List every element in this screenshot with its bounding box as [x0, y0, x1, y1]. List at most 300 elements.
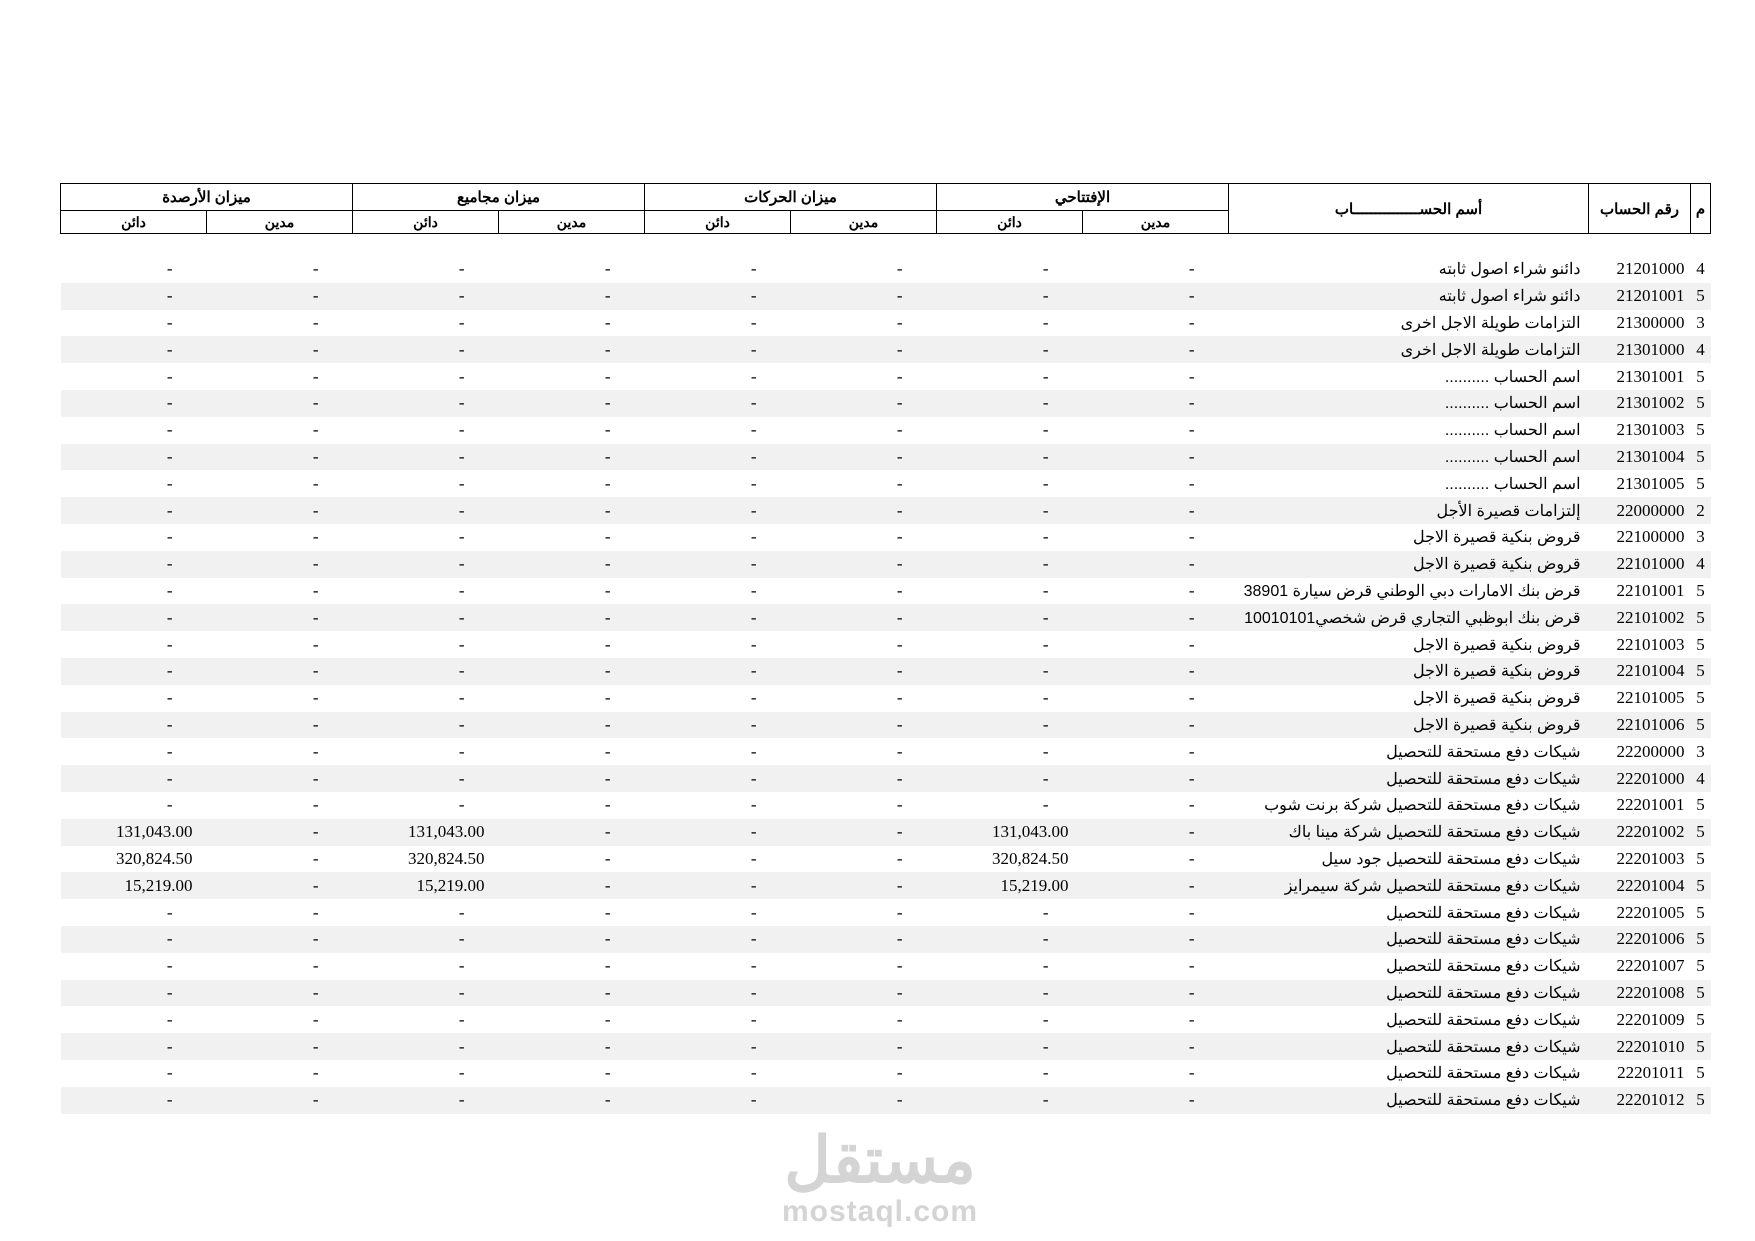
opening-credit-cell: -: [937, 658, 1083, 685]
account-name-cell: شيكات دفع مستحقة للتحصيل شركة مينا باك: [1229, 819, 1589, 846]
table-row: [61, 1087, 1711, 1114]
movements-debit-cell: -: [896, 366, 903, 386]
account-name-cell: شيكات دفع مستحقة للتحصيل شركة سيمرايز: [1229, 872, 1589, 899]
opening-debit-cell: -: [1188, 366, 1195, 386]
account-number-cell: 21201000: [1616, 259, 1685, 279]
account-number-cell: 21301005: [1616, 473, 1685, 493]
movements-debit-cell: -: [791, 765, 937, 792]
opening-credit-cell: -: [937, 1087, 1083, 1114]
opening-credit-cell: -: [937, 390, 1083, 417]
table-row: [61, 899, 1711, 926]
totals-credit-cell: -: [458, 634, 465, 654]
balance-debit-cell: -: [312, 741, 319, 761]
movements-debit-cell: -: [791, 980, 937, 1007]
account-name-cell: شيكات دفع مستحقة للتحصيل: [1386, 1065, 1581, 1083]
totals-credit-cell: -: [353, 765, 499, 792]
totals-credit-cell: -: [353, 497, 499, 524]
header-balances: ميزان الأرصدة: [61, 184, 353, 211]
account-name-cell: شيكات دفع مستحقة للتحصيل شركة برنت شوب: [1264, 797, 1581, 815]
header-credit: دائن: [353, 211, 499, 234]
level-cell: 5: [1691, 658, 1711, 685]
movements-debit-cell: -: [791, 1033, 937, 1060]
opening-credit-cell: -: [1042, 1063, 1049, 1083]
movements-debit-cell: -: [791, 926, 937, 953]
movements-debit-cell: -: [896, 473, 903, 493]
movements-credit-cell: -: [645, 1087, 791, 1114]
table-row: [61, 524, 1711, 551]
balance-debit-cell: -: [207, 497, 353, 524]
table-row: [61, 819, 1711, 846]
totals-credit-cell: -: [458, 420, 465, 440]
table-row: [61, 578, 1711, 605]
opening-debit-cell: -: [1083, 1033, 1229, 1060]
table-row: [61, 765, 1711, 792]
header-debit: مدين: [791, 211, 937, 234]
header-debit: مدين: [207, 211, 353, 234]
account-name-cell: شيكات دفع مستحقة للتحصيل: [1229, 926, 1589, 953]
totals-debit-cell: -: [604, 795, 611, 815]
totals-credit-cell: -: [458, 1063, 465, 1083]
balance-debit-cell: -: [312, 795, 319, 815]
level-cell: 5: [1691, 444, 1711, 471]
opening-debit-cell: -: [1188, 259, 1195, 279]
opening-credit-cell: -: [937, 765, 1083, 792]
table-row: [61, 953, 1711, 980]
table-row: [61, 283, 1711, 310]
watermark-arabic: مستقل: [784, 1124, 976, 1196]
opening-debit-cell: -: [1083, 604, 1229, 631]
level-cell: 5: [1696, 795, 1705, 815]
totals-credit-cell: -: [458, 688, 465, 708]
opening-credit-cell: -: [1042, 420, 1049, 440]
opening-credit-cell: -: [1042, 366, 1049, 386]
movements-credit-cell: -: [750, 848, 757, 868]
movements-debit-cell: -: [896, 741, 903, 761]
header-opening: الإفتتاحي: [937, 184, 1229, 211]
table-row: [61, 1033, 1711, 1060]
account-number-cell: 22201000: [1589, 765, 1691, 792]
movements-debit-cell: -: [791, 604, 937, 631]
balance-debit-cell: -: [207, 1087, 353, 1114]
totals-credit-cell: -: [353, 1033, 499, 1060]
balance-credit-cell: -: [61, 390, 207, 417]
balance-credit-cell: -: [166, 580, 173, 600]
level-cell: 5: [1691, 283, 1711, 310]
balance-debit-cell: -: [207, 819, 353, 846]
totals-debit-cell: -: [604, 366, 611, 386]
level-cell: 5: [1696, 1063, 1705, 1083]
balance-credit-cell: -: [61, 551, 207, 578]
opening-credit-cell: -: [1042, 956, 1049, 976]
balance-credit-cell: -: [166, 902, 173, 922]
balance-credit-cell: -: [166, 634, 173, 654]
account-number-cell: 22201012: [1589, 1087, 1691, 1114]
totals-credit-cell: -: [458, 795, 465, 815]
totals-debit-cell: -: [604, 741, 611, 761]
movements-debit-cell: -: [791, 819, 937, 846]
movements-credit-cell: -: [645, 980, 791, 1007]
movements-credit-cell: -: [645, 658, 791, 685]
movements-debit-cell: -: [791, 551, 937, 578]
header-movements: ميزان الحركات: [645, 184, 937, 211]
totals-debit-cell: -: [499, 390, 645, 417]
movements-credit-cell: -: [645, 283, 791, 310]
table-row: [61, 604, 1711, 631]
table-row: [61, 363, 1711, 390]
opening-credit-cell: -: [937, 283, 1083, 310]
account-name-cell: اسم الحساب ..........: [1229, 444, 1589, 471]
totals-debit-cell: -: [499, 658, 645, 685]
opening-debit-cell: -: [1188, 688, 1195, 708]
account-name-cell: شيكات دفع مستحقة للتحصيل: [1229, 980, 1589, 1007]
movements-debit-cell: -: [791, 1087, 937, 1114]
opening-credit-cell: -: [937, 444, 1083, 471]
level-cell: 5: [1696, 902, 1705, 922]
movements-debit-cell: -: [896, 688, 903, 708]
totals-credit-cell: -: [353, 658, 499, 685]
level-cell: 4: [1691, 336, 1711, 363]
table-row: [61, 712, 1711, 739]
totals-credit-cell: -: [353, 604, 499, 631]
opening-debit-cell: -: [1188, 902, 1195, 922]
table-row: [61, 631, 1711, 658]
level-cell: 5: [1696, 848, 1705, 868]
opening-debit-cell: -: [1083, 926, 1229, 953]
table-row: [61, 1060, 1711, 1087]
totals-debit-cell: -: [499, 551, 645, 578]
movements-debit-cell: -: [791, 497, 937, 524]
table-row: [61, 738, 1711, 765]
opening-debit-cell: -: [1083, 444, 1229, 471]
account-name-cell: قروض بنكية قصيرة الاجل: [1412, 636, 1581, 654]
level-cell: 5: [1696, 1009, 1705, 1029]
totals-debit-cell: -: [499, 283, 645, 310]
level-cell: 5: [1696, 366, 1705, 386]
header-account-name: أسم الحســـــــــــــــاب: [1229, 184, 1589, 234]
movements-debit-cell: -: [896, 259, 903, 279]
opening-credit-cell: -: [1042, 902, 1049, 922]
table-body: [61, 234, 1711, 1114]
level-cell: 5: [1691, 926, 1711, 953]
level-cell: 5: [1691, 980, 1711, 1007]
level-cell: 5: [1691, 1033, 1711, 1060]
trial-balance-sheet: [60, 183, 1710, 1114]
account-number-cell: 22000000: [1589, 497, 1691, 524]
movements-credit-cell: -: [750, 956, 757, 976]
movements-credit-cell: -: [645, 1033, 791, 1060]
opening-credit-cell: -: [1042, 634, 1049, 654]
balance-debit-cell: -: [207, 336, 353, 363]
totals-credit-cell: -: [353, 980, 499, 1007]
level-cell: 5: [1691, 604, 1711, 631]
totals-debit-cell: -: [499, 765, 645, 792]
opening-debit-cell: -: [1188, 420, 1195, 440]
header-credit: دائن: [61, 211, 207, 234]
totals-debit-cell: -: [499, 819, 645, 846]
totals-debit-cell: -: [604, 1063, 611, 1083]
account-name-cell: قروض بنكية قصيرة الاجل: [1412, 690, 1581, 708]
level-cell: 5: [1696, 473, 1705, 493]
table-row: [61, 310, 1711, 337]
account-name-cell: قروض بنكية قصيرة الاجل: [1229, 658, 1589, 685]
movements-credit-cell: -: [645, 712, 791, 739]
account-number-cell: 22101004: [1589, 658, 1691, 685]
opening-credit-cell: -: [937, 980, 1083, 1007]
balance-credit-cell: -: [61, 658, 207, 685]
opening-debit-cell: -: [1188, 527, 1195, 547]
account-name-cell: اسم الحساب ..........: [1229, 390, 1589, 417]
balance-debit-cell: -: [312, 848, 319, 868]
balance-debit-cell: -: [312, 473, 319, 493]
totals-credit-cell: -: [458, 259, 465, 279]
movements-debit-cell: -: [896, 902, 903, 922]
opening-credit-cell: -: [1042, 580, 1049, 600]
movements-credit-cell: -: [750, 902, 757, 922]
level-cell: 5: [1691, 1087, 1711, 1114]
movements-credit-cell: -: [645, 444, 791, 471]
table-row: [61, 872, 1711, 899]
account-name-cell: قرض بنك الامارات دبي الوطني قرض سيارة 38901: [1243, 582, 1581, 600]
balance-debit-cell: -: [312, 366, 319, 386]
opening-debit-cell: -: [1083, 551, 1229, 578]
opening-debit-cell: -: [1188, 473, 1195, 493]
totals-credit-cell: -: [458, 473, 465, 493]
opening-debit-cell: -: [1188, 848, 1195, 868]
balance-credit-cell: -: [61, 765, 207, 792]
totals-credit-cell: 320,824.50: [408, 848, 485, 868]
totals-debit-cell: -: [604, 956, 611, 976]
level-cell: 4: [1696, 259, 1705, 279]
account-number-cell: 22101001: [1616, 580, 1685, 600]
movements-credit-cell: -: [645, 819, 791, 846]
level-cell: 5: [1691, 390, 1711, 417]
balance-debit-cell: -: [312, 902, 319, 922]
totals-debit-cell: -: [604, 312, 611, 332]
level-cell: 5: [1696, 634, 1705, 654]
header-credit: دائن: [645, 211, 791, 234]
balance-credit-cell: -: [166, 366, 173, 386]
movements-credit-cell: -: [645, 765, 791, 792]
watermark: [770, 1125, 990, 1229]
balance-credit-cell: -: [166, 1063, 173, 1083]
totals-debit-cell: -: [499, 497, 645, 524]
totals-debit-cell: -: [499, 444, 645, 471]
balance-debit-cell: -: [312, 634, 319, 654]
movements-debit-cell: -: [791, 444, 937, 471]
balance-credit-cell: -: [166, 527, 173, 547]
opening-credit-cell: -: [1042, 259, 1049, 279]
opening-credit-cell: -: [937, 926, 1083, 953]
movements-debit-cell: -: [896, 527, 903, 547]
account-name-cell: اسم الحساب ..........: [1444, 475, 1581, 493]
account-number-cell: 21301003: [1616, 420, 1685, 440]
balance-credit-cell: -: [166, 259, 173, 279]
opening-credit-cell: 320,824.50: [992, 848, 1069, 868]
account-number-cell: 22201001: [1616, 795, 1685, 815]
account-number-cell: 22101006: [1589, 712, 1691, 739]
account-number-cell: 22201010: [1589, 1033, 1691, 1060]
balance-credit-cell: -: [61, 336, 207, 363]
opening-debit-cell: -: [1188, 741, 1195, 761]
level-cell: 3: [1696, 527, 1705, 547]
balance-credit-cell: -: [166, 312, 173, 332]
opening-credit-cell: -: [937, 1033, 1083, 1060]
totals-credit-cell: 15,219.00: [353, 872, 499, 899]
movements-credit-cell: -: [645, 551, 791, 578]
opening-debit-cell: -: [1188, 1009, 1195, 1029]
balance-debit-cell: -: [207, 283, 353, 310]
account-name-cell: شيكات دفع مستحقة للتحصيل: [1386, 743, 1581, 761]
movements-credit-cell: -: [645, 336, 791, 363]
account-number-cell: 22201011: [1617, 1063, 1685, 1083]
opening-debit-cell: -: [1188, 956, 1195, 976]
account-name-cell: التزامات طويلة الاجل اخرى: [1229, 336, 1589, 363]
balance-credit-cell: -: [166, 688, 173, 708]
header-account-number: رقم الحساب: [1589, 184, 1691, 234]
account-number-cell: 21301002: [1589, 390, 1691, 417]
opening-debit-cell: -: [1083, 390, 1229, 417]
account-number-cell: 22101002: [1589, 604, 1691, 631]
balance-debit-cell: -: [207, 551, 353, 578]
table-row: [61, 497, 1711, 524]
totals-credit-cell: -: [353, 1087, 499, 1114]
movements-credit-cell: -: [645, 604, 791, 631]
balance-debit-cell: -: [207, 1033, 353, 1060]
totals-credit-cell: -: [353, 444, 499, 471]
level-cell: 3: [1696, 741, 1705, 761]
movements-debit-cell: -: [896, 956, 903, 976]
opening-debit-cell: -: [1083, 336, 1229, 363]
table-row: [61, 926, 1711, 953]
movements-debit-cell: -: [791, 872, 937, 899]
table-row: [61, 846, 1711, 873]
account-name-cell: شيكات دفع مستحقة للتحصيل: [1229, 765, 1589, 792]
totals-debit-cell: -: [499, 336, 645, 363]
level-cell: 5: [1696, 580, 1705, 600]
totals-debit-cell: -: [604, 527, 611, 547]
account-number-cell: 22201006: [1589, 926, 1691, 953]
balance-debit-cell: -: [207, 926, 353, 953]
totals-debit-cell: -: [499, 1033, 645, 1060]
totals-credit-cell: -: [353, 551, 499, 578]
movements-credit-cell: -: [750, 741, 757, 761]
opening-credit-cell: -: [1042, 1009, 1049, 1029]
header-debit: مدين: [1083, 211, 1229, 234]
account-name-cell: شيكات دفع مستحقة للتحصيل: [1229, 1033, 1589, 1060]
balance-debit-cell: -: [207, 712, 353, 739]
movements-credit-cell: -: [645, 390, 791, 417]
balance-credit-cell: -: [61, 712, 207, 739]
balance-credit-cell: -: [61, 1087, 207, 1114]
opening-debit-cell: -: [1083, 819, 1229, 846]
opening-credit-cell: 131,043.00: [937, 819, 1083, 846]
opening-debit-cell: -: [1083, 283, 1229, 310]
movements-debit-cell: -: [791, 658, 937, 685]
balance-credit-cell: 320,824.50: [116, 848, 193, 868]
trial-balance-table: [60, 183, 1711, 1114]
totals-debit-cell: -: [499, 712, 645, 739]
account-name-cell: اسم الحساب ..........: [1444, 422, 1581, 440]
level-cell: 5: [1696, 420, 1705, 440]
level-cell: 4: [1691, 765, 1711, 792]
opening-credit-cell: -: [1042, 688, 1049, 708]
totals-debit-cell: -: [499, 980, 645, 1007]
account-name-cell: إلتزامات قصيرة الأجل: [1229, 497, 1589, 524]
opening-debit-cell: -: [1083, 765, 1229, 792]
movements-credit-cell: -: [645, 926, 791, 953]
balance-debit-cell: -: [312, 312, 319, 332]
table-row: [61, 417, 1711, 444]
movements-credit-cell: -: [750, 688, 757, 708]
account-number-cell: 22201002: [1589, 819, 1691, 846]
opening-debit-cell: -: [1188, 795, 1195, 815]
balance-debit-cell: -: [312, 580, 319, 600]
account-name-cell: قرض بنك ابوظبي التجاري قرض شخصي10010101: [1229, 604, 1589, 631]
opening-credit-cell: -: [1042, 527, 1049, 547]
opening-debit-cell: -: [1083, 872, 1229, 899]
table-row: [61, 980, 1711, 1007]
movements-credit-cell: -: [750, 795, 757, 815]
balance-debit-cell: -: [207, 658, 353, 685]
table-row: [61, 336, 1711, 363]
level-cell: 5: [1691, 819, 1711, 846]
level-cell: 2: [1691, 497, 1711, 524]
table-row: [61, 685, 1711, 712]
level-cell: 5: [1696, 956, 1705, 976]
account-number-cell: 21301004: [1589, 444, 1691, 471]
totals-credit-cell: -: [458, 902, 465, 922]
totals-credit-cell: -: [353, 712, 499, 739]
movements-credit-cell: -: [750, 312, 757, 332]
opening-credit-cell: 15,219.00: [937, 872, 1083, 899]
level-cell: 5: [1691, 712, 1711, 739]
balance-credit-cell: -: [166, 795, 173, 815]
movements-debit-cell: -: [896, 312, 903, 332]
movements-credit-cell: -: [645, 872, 791, 899]
account-number-cell: 22200000: [1616, 741, 1685, 761]
totals-debit-cell: -: [499, 926, 645, 953]
account-name-cell: دائنو شراء اصول ثابته: [1229, 283, 1589, 310]
balance-debit-cell: -: [207, 765, 353, 792]
opening-credit-cell: -: [1042, 312, 1049, 332]
movements-credit-cell: -: [750, 1063, 757, 1083]
totals-debit-cell: -: [604, 902, 611, 922]
balance-debit-cell: -: [312, 420, 319, 440]
movements-credit-cell: -: [750, 366, 757, 386]
opening-credit-cell: -: [937, 712, 1083, 739]
opening-credit-cell: -: [937, 336, 1083, 363]
totals-debit-cell: -: [604, 420, 611, 440]
movements-credit-cell: -: [750, 580, 757, 600]
totals-credit-cell: -: [458, 366, 465, 386]
account-name-cell: دائنو شراء اصول ثابته: [1438, 261, 1581, 279]
totals-debit-cell: -: [604, 634, 611, 654]
account-number-cell: 22100000: [1616, 527, 1685, 547]
balance-debit-cell: -: [207, 604, 353, 631]
header-credit: دائن: [937, 211, 1083, 234]
movements-credit-cell: -: [645, 497, 791, 524]
account-number-cell: 22201005: [1616, 902, 1685, 922]
balance-credit-cell: 15,219.00: [61, 872, 207, 899]
totals-credit-cell: -: [458, 312, 465, 332]
balance-credit-cell: -: [166, 956, 173, 976]
totals-credit-cell: -: [458, 956, 465, 976]
balance-credit-cell: -: [61, 980, 207, 1007]
balance-credit-cell: -: [61, 1033, 207, 1060]
balance-debit-cell: -: [207, 980, 353, 1007]
account-name-cell: اسم الحساب ..........: [1444, 368, 1581, 386]
account-number-cell: 21301000: [1589, 336, 1691, 363]
